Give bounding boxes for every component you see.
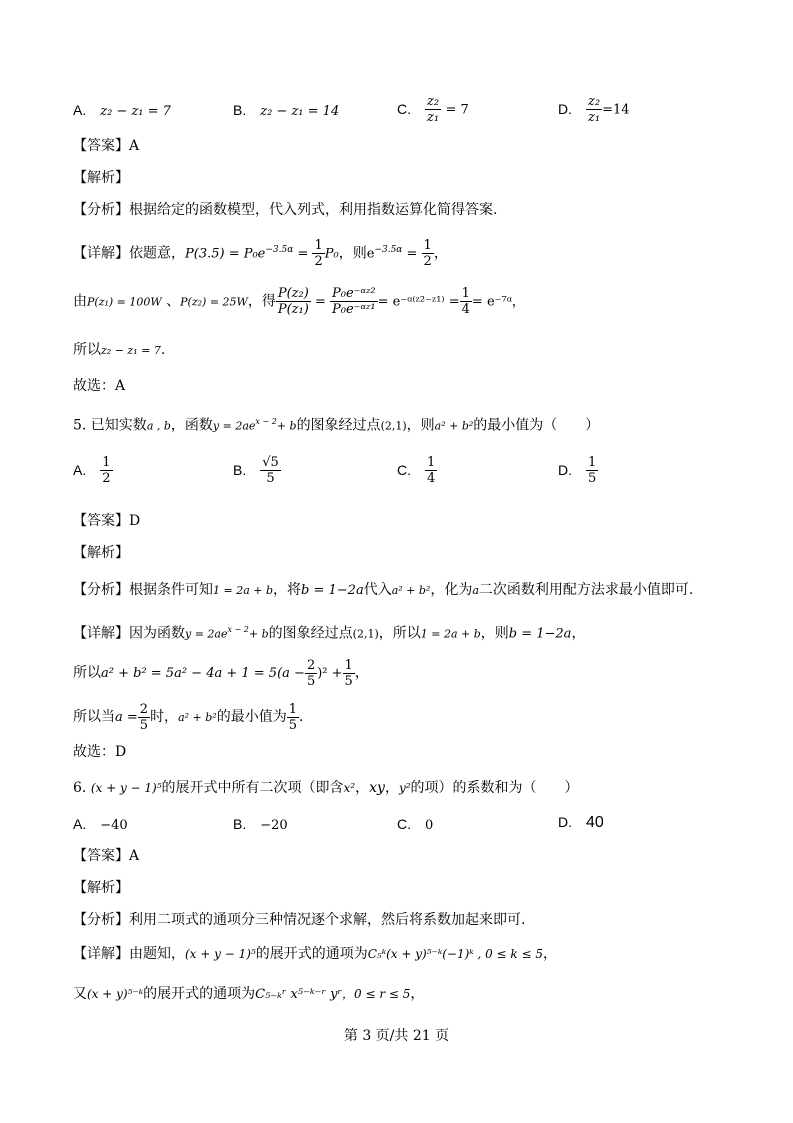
q4-option-b [233, 100, 339, 122]
q4-choose: 故选：A [73, 378, 126, 394]
option-formula: z₂ − z₁ = 7 [100, 104, 171, 119]
q5-detail-line2: 所以a² + b² = 5a² − 4a + 1 = 5(a − $\frac{2}{5}$ )² + $\frac{1}{5}$ ， [73, 657, 369, 689]
q6-answer: 【答案】A [73, 848, 140, 864]
q6-stem: 6. (x + y − 1)⁵的展开式中所有二次项（即含x²，xy，y²的项）的系数和为（ ） [73, 780, 579, 796]
option-label: D. [558, 100, 572, 117]
q6-analysis-heading: 【解析】 [73, 880, 129, 896]
q4-answer: 【答案】A [73, 138, 140, 154]
q5-detail-line1: 【详解】因为函数$y = 2ae^{x - 2}+ b$的图象经过点(2,1)，所以1 = 2a + b，则b = 1−2a， [73, 625, 586, 642]
q5-detail-line3: 所以当a = $\frac{2}{5}$ 时，a² + b²的最小值为 $\frac{1}{5}$ . [73, 701, 304, 733]
q6-analysis-summary: 【分析】利用二项式的通项分三种情况逐个求解，然后将系数加起来即可. [73, 912, 526, 928]
option-formula: z₂ − z₁ = 14 [260, 104, 340, 119]
q4-analysis-heading: 【解析】 [73, 170, 129, 186]
option-label: B. [233, 102, 247, 118]
q6-option-d: D. 40 [558, 814, 604, 831]
q4-option-d [558, 94, 630, 125]
option-formula: =14 [602, 102, 630, 118]
q6-option-c: C. 0 [397, 816, 434, 833]
q4-option-a [73, 100, 171, 122]
q5-stem: 5. 已知实数a , b，函数$y = 2ae^{x - 2}+ b$的图象经过点(2,1)，则a² + b²的最小值为（ ） [73, 417, 600, 434]
q6-detail-line1: 【详解】由题知，(x + y − 1)⁵的展开式的通项为C₅ᵏ(x + y)⁵⁻ᵏ(−1)ᵏ , 0 ≤ k ≤ 5， [73, 946, 557, 962]
q6-option-a: A. −40 [73, 816, 128, 833]
q4-option-c [397, 94, 469, 125]
option-label: C. [397, 100, 411, 117]
q4-analysis-summary: 【分析】根据给定的函数模型，代入列式，利用指数运算化简得答案. [73, 202, 498, 218]
q5-answer: 【答案】D [73, 513, 141, 529]
option-formula: = 7 [445, 102, 469, 118]
q6-detail-line2: 又(x + y)⁵⁻ᵏ的展开式的通项为C₅₋ₖʳ x⁵⁻ᵏ⁻ʳ yʳ，0 ≤ r ≤ 5， [73, 986, 425, 1002]
q5-option-b: B. $\frac{√5}{5}$ [233, 455, 279, 486]
q5-option-d: D. $\frac{1}{5}$ [558, 455, 597, 486]
q5-option-a: A. $\frac{1}{2}$ [73, 455, 111, 486]
option-fraction: $\frac{\text{z₂}}{\text{z₁}}$ [427, 94, 440, 125]
q5-choose: 故选：D [73, 744, 127, 760]
q4-detail-line3: 所以z₂ − z₁ = 7. [73, 342, 166, 358]
q4-detail-line2: 由P(z₁) = 100W 、P(z₂) = 25W，得 $\frac{\text{P(z₂)}}{\text{P(z₁)}}$ = $\frac{\text{P₀e⁻ᵅᶻ²}}{\text{P₀e⁻ᵅᶻ¹}}$ = e⁻ᵅ⁽ᶻ²⁻ᶻ¹⁾ = $\frac{1}{4}$ = e⁻⁷ᵅ， [73, 286, 525, 317]
option-label: A. [73, 102, 87, 118]
q5-analysis-summary: 【分析】根据条件可知1 = 2a + b，将b = 1−2a代入a² + b²，化为a二次函数利用配方法求最小值即可. [73, 582, 694, 598]
q5-option-c: C. $\frac{1}{4}$ [397, 455, 436, 486]
q6-option-b: B. −20 [233, 816, 288, 833]
q5-analysis-heading: 【解析】 [73, 545, 129, 561]
option-fraction: $\frac{\text{z₂}}{\text{z₁}}$ [588, 94, 601, 125]
page-footer: 第 3 页/共 21 页 [343, 1028, 450, 1044]
q4-detail-line1: 【详解】依题意，$P(3.5) = P_0e^{-3.5\alpha}$ = $\frac{1}{2}$ P₀，则$e^{-3.5\alpha}$ = $\frac{1}{2}$ ， [73, 238, 448, 270]
